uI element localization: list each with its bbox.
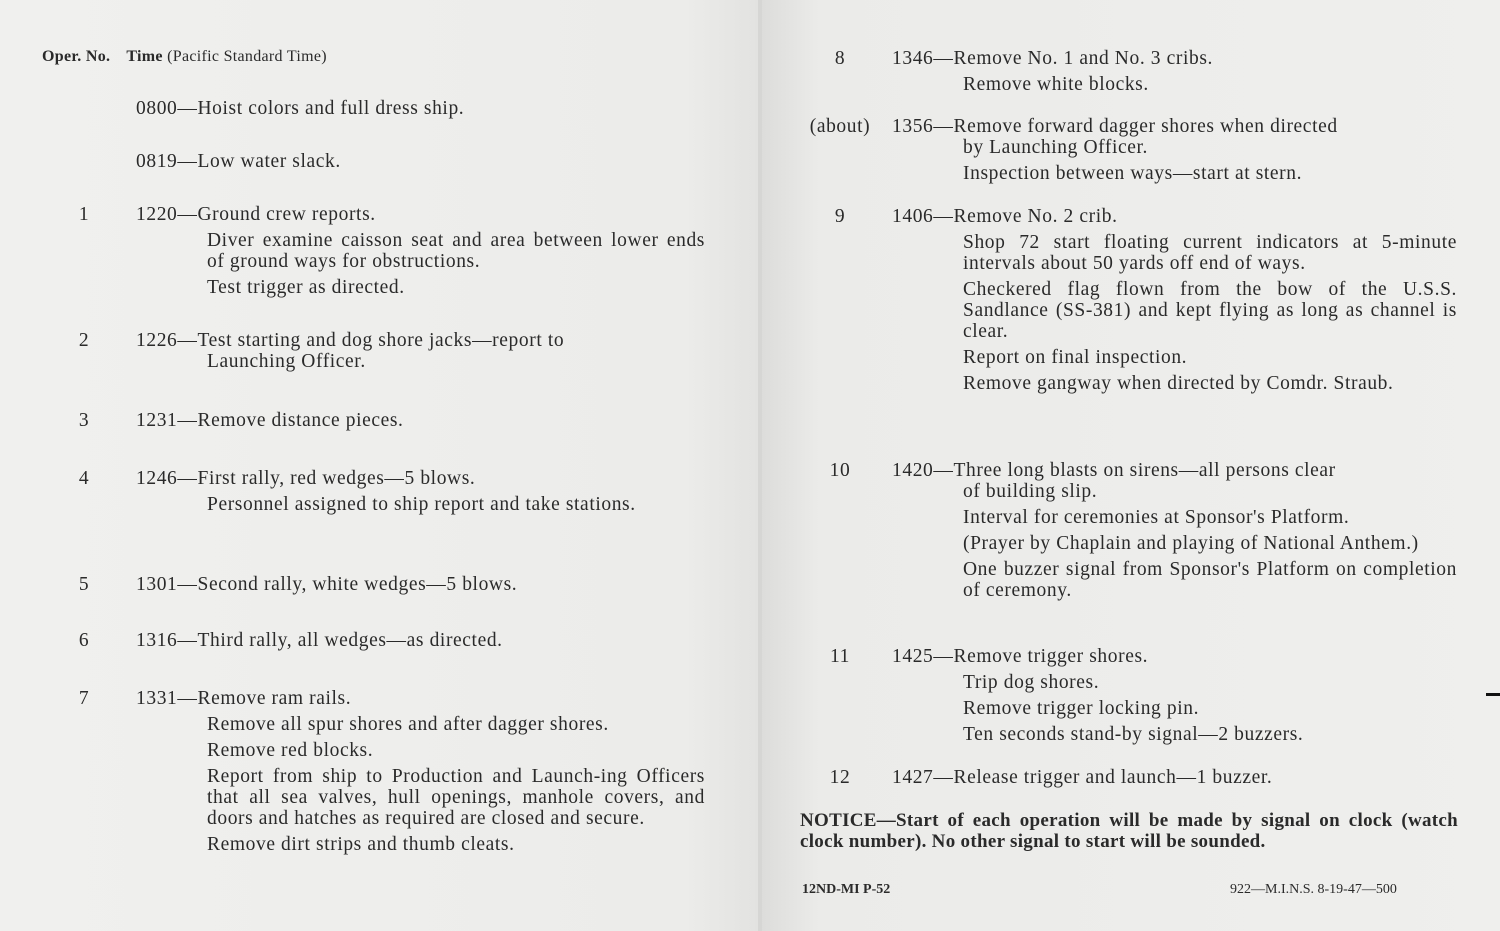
operation-note: Diver examine caisson seat and area between lower ends of ground ways for obstructions. <box>207 230 705 272</box>
operation-number: (about) <box>809 116 871 137</box>
operation-note: Report from ship to Production and Launch-ing Officers that all sea valves, hull openings, manhole covers, and doors and hatches as required are closed and secure. <box>207 766 705 829</box>
operation-time: 1420—Three long blasts on sirens—all persons clear <box>892 460 1336 481</box>
operation-time: 1425—Remove trigger shores. <box>892 646 1149 667</box>
operation-time: 1346—Remove No. 1 and No. 3 cribs. <box>892 48 1213 69</box>
operation-number: 10 <box>829 460 851 481</box>
operation-note: Personnel assigned to ship report and take stations. <box>207 494 636 515</box>
operation-time: 1316—Third rally, all wedges—as directed. <box>136 630 503 651</box>
operation-note: One buzzer signal from Sponsor's Platform on completion of ceremony. <box>963 559 1457 601</box>
operation-time: 1246—First rally, red wedges—5 blows. <box>136 468 476 489</box>
operation-note: Remove red blocks. <box>207 740 374 761</box>
operation-time: 1301—Second rally, white wedges—5 blows. <box>136 574 518 595</box>
operation-number: 6 <box>78 630 90 651</box>
operation-note: Remove trigger locking pin. <box>963 698 1200 719</box>
operation-number: 8 <box>834 48 846 69</box>
operation-time: 1220—Ground crew reports. <box>136 204 376 225</box>
operation-note: Remove all spur shores and after dagger shores. <box>207 714 609 735</box>
operation-note: Remove gangway when directed by Comdr. Straub. <box>963 373 1394 394</box>
operation-number: 9 <box>834 206 846 227</box>
operation-time: 1406—Remove No. 2 crib. <box>892 206 1118 227</box>
operation-time: 1231—Remove distance pieces. <box>136 410 404 431</box>
operation-number: 4 <box>78 468 90 489</box>
form-id: 12ND-MI P-52 <box>802 882 891 897</box>
operation-time: 0800—Hoist colors and full dress ship. <box>136 98 465 119</box>
page-fold <box>758 0 762 931</box>
operation-number: 3 <box>78 410 90 431</box>
operation-note: Report on final inspection. <box>963 347 1188 368</box>
time-zone-label: (Pacific Standard Time) <box>167 48 327 65</box>
notice-text: NOTICE—Start of each operation will be made by signal on clock (watch clock number). No other signal to start will be sounded. <box>800 810 1458 852</box>
operation-number: 11 <box>830 646 850 667</box>
operation-number: 5 <box>78 574 90 595</box>
time-label: Time <box>126 48 163 65</box>
operation-note: Interval for ceremonies at Sponsor's Platform. <box>963 507 1350 528</box>
operation-number: 2 <box>78 330 90 351</box>
operation-time: 1331—Remove ram rails. <box>136 688 352 709</box>
operation-number: 1 <box>78 204 90 225</box>
column-header <box>42 48 327 66</box>
operation-note: (Prayer by Chaplain and playing of National Anthem.) <box>963 533 1419 554</box>
operation-number: 7 <box>78 688 90 709</box>
operation-note: Launching Officer. <box>207 351 366 372</box>
operation-note: Remove dirt strips and thumb cleats. <box>207 834 515 855</box>
operation-time: 1356—Remove forward dagger shores when directed <box>892 116 1338 137</box>
oper-no-label: Oper. No. <box>42 48 111 65</box>
operation-note: of building slip. <box>963 481 1098 502</box>
operation-number: 12 <box>829 767 851 788</box>
operation-note: Ten seconds stand-by signal—2 buzzers. <box>963 724 1304 745</box>
operation-note: by Launching Officer. <box>963 137 1148 158</box>
operation-note: Inspection between ways—start at stern. <box>963 163 1303 184</box>
operation-time: 0819—Low water slack. <box>136 151 341 172</box>
operation-note: Checkered flag flown from the bow of the U.S.S. Sandlance (SS-381) and kept flying as long as channel is clear. <box>963 279 1457 342</box>
print-info: 922—M.I.N.S. 8-19-47—500 <box>1230 882 1397 897</box>
operation-note: Shop 72 start floating current indicators at 5-minute intervals about 50 yards off end of ways. <box>963 232 1457 274</box>
operation-note: Trip dog shores. <box>963 672 1100 693</box>
operation-note: Test trigger as directed. <box>207 277 405 298</box>
operation-note: Remove white blocks. <box>963 74 1149 95</box>
operation-time: 1427—Release trigger and launch—1 buzzer. <box>892 767 1273 788</box>
operation-time: 1226—Test starting and dog shore jacks—report to <box>136 330 565 351</box>
edge-mark <box>1486 693 1500 696</box>
